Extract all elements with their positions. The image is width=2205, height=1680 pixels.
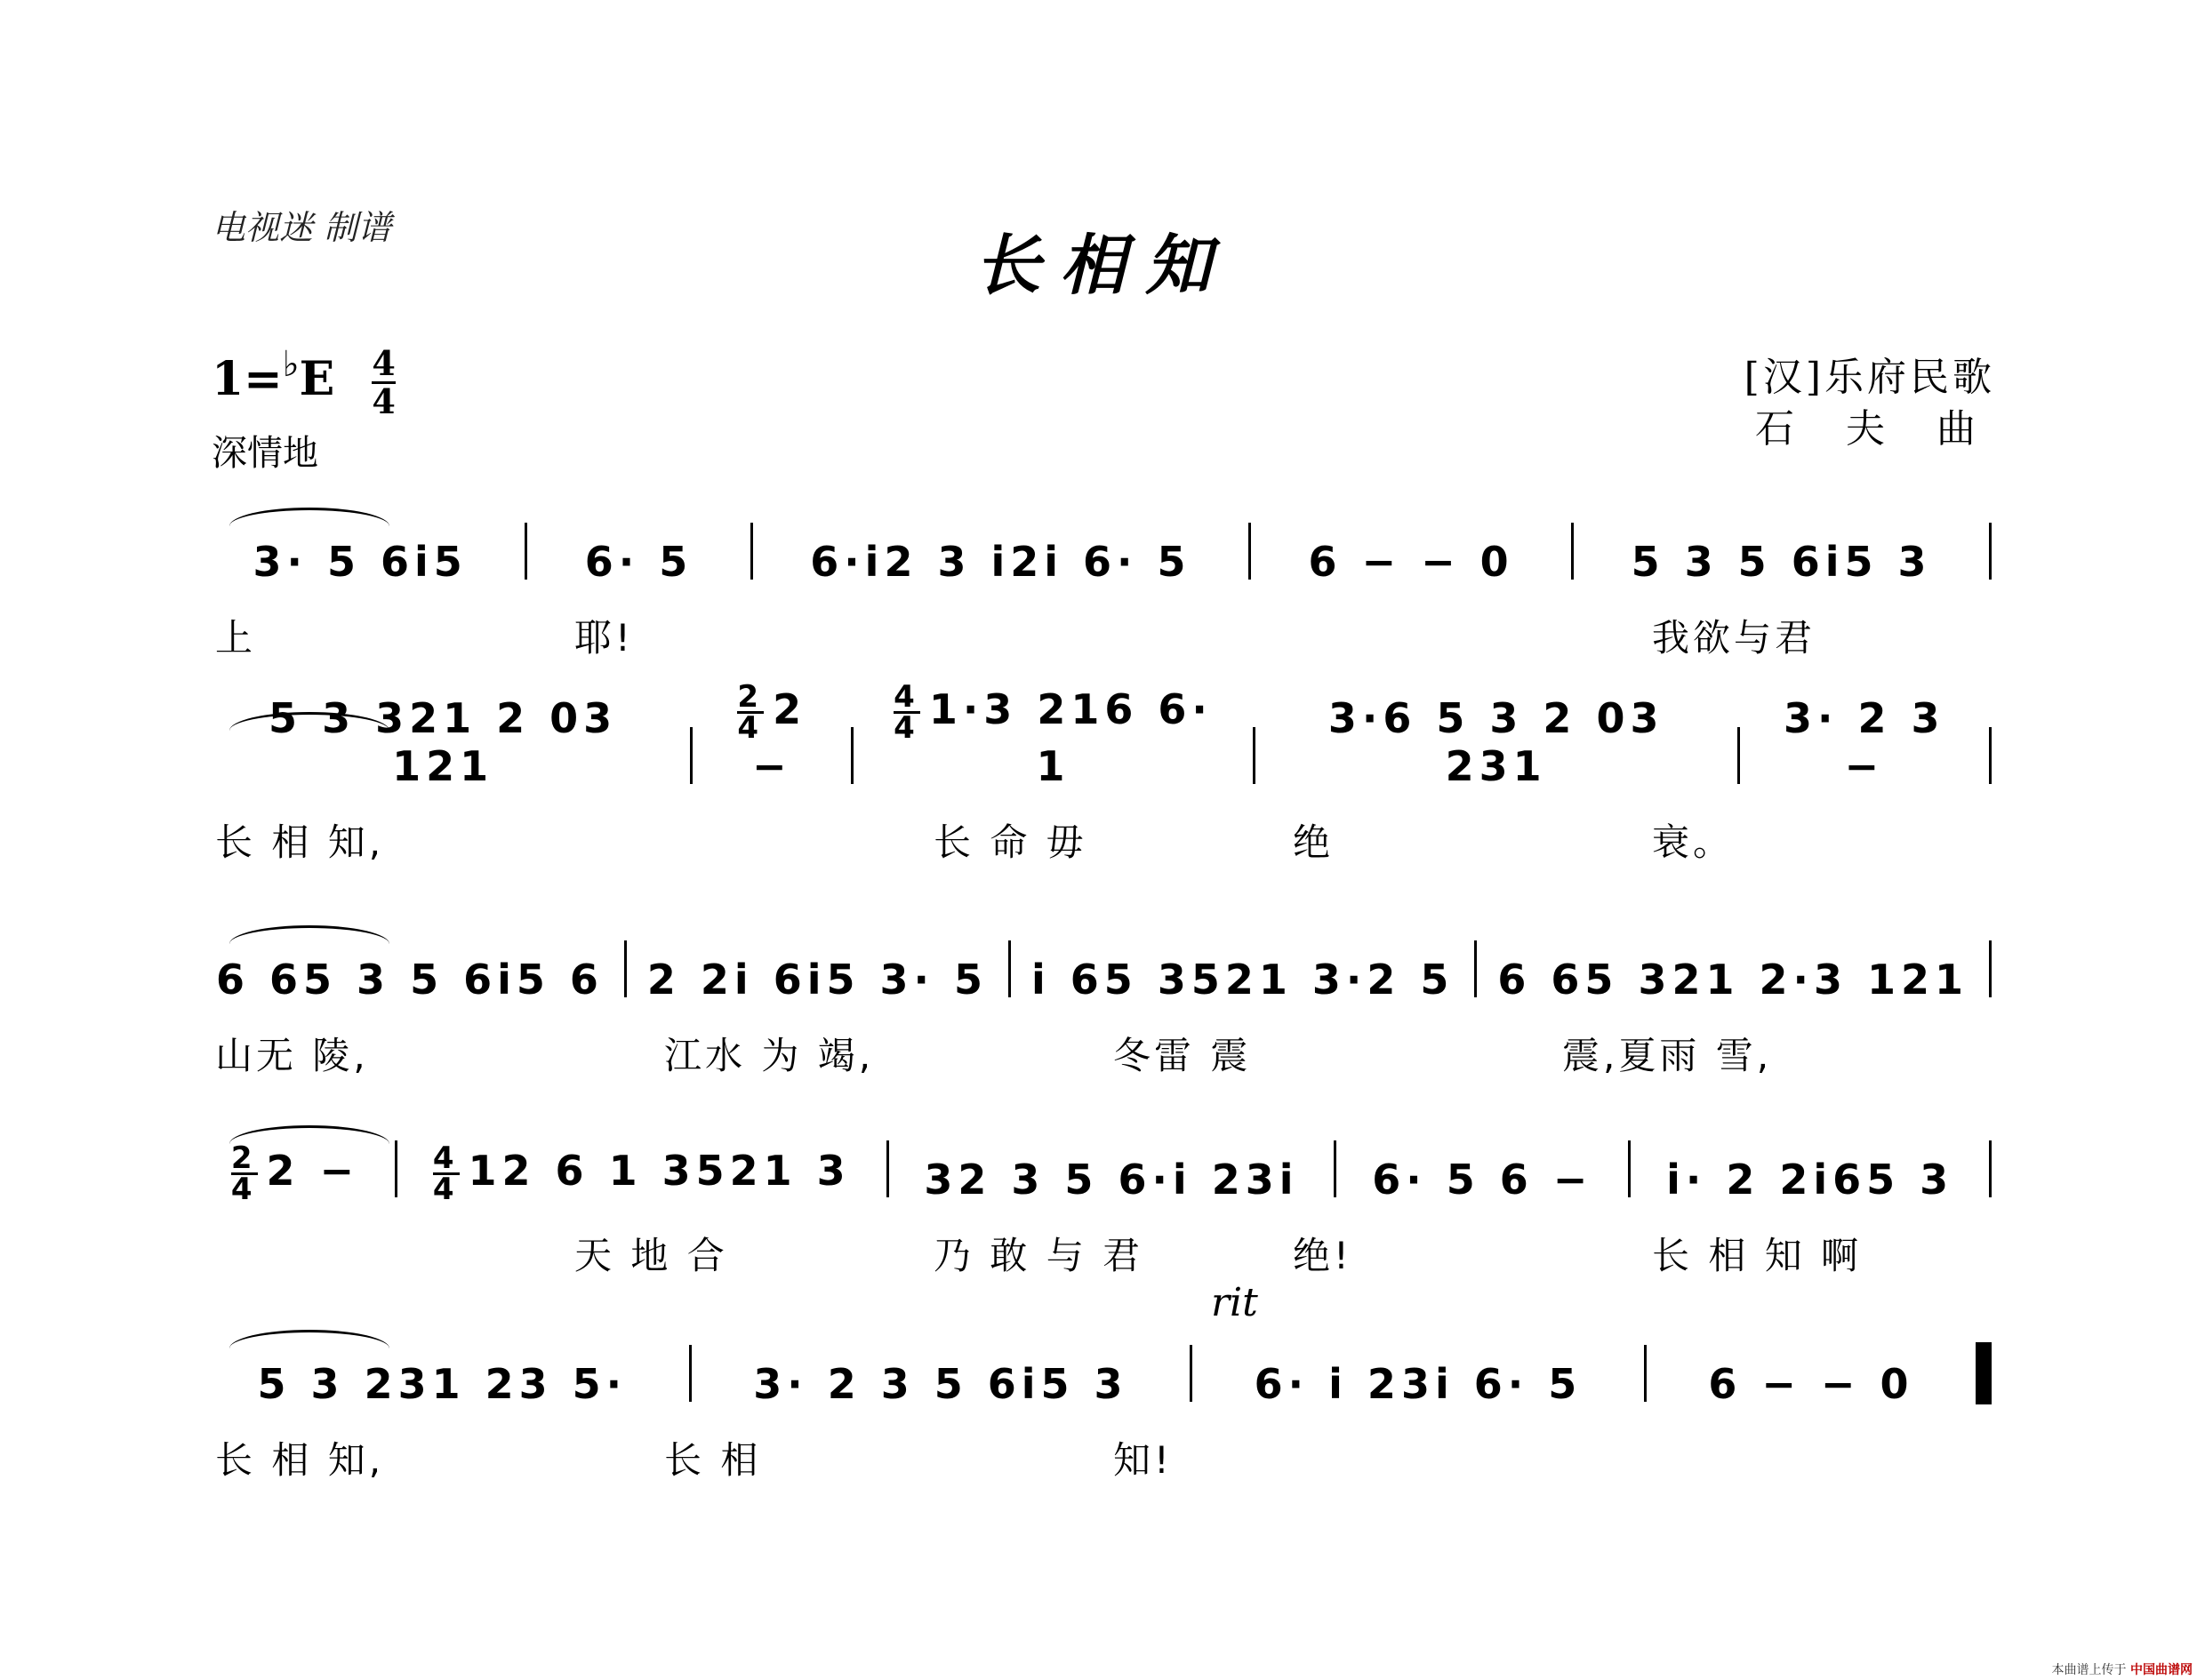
measure — [708, 1360, 1174, 1422]
meter-change-bottom: 4 — [737, 710, 765, 746]
bar-line — [1989, 523, 1992, 580]
meter-bottom: 4 — [372, 381, 396, 421]
lyric-text: 衰。 — [1652, 820, 1735, 864]
bar-line — [1644, 1345, 1647, 1402]
bar-line — [1976, 1342, 1992, 1404]
measure-notes: 5 3 5 6i5 3 — [1631, 538, 1932, 586]
meter-change-top: 2 — [230, 1140, 258, 1176]
measure — [1756, 694, 1973, 804]
measure-notes: 2 2i 6i5 3· 5 — [646, 956, 989, 1004]
lyric-text: 乃 敢 与 君 — [934, 1234, 1144, 1277]
measure — [413, 1140, 870, 1218]
measure — [1590, 538, 1973, 600]
measure-notes: 6 − − 0 — [1708, 1360, 1914, 1408]
lyric-text: 天 地 合 — [574, 1234, 728, 1277]
meter-change-bottom: 4 — [894, 710, 920, 746]
lyric-text: 我欲与君 — [1652, 616, 1816, 660]
measure — [212, 1140, 379, 1218]
measure-notes: 6 65 3 5 6i5 6 — [216, 956, 604, 1004]
meter-change-bottom: 4 — [230, 1172, 258, 1207]
ritardando-mark: rit — [1211, 1280, 1258, 1325]
measure-notes: 2 − — [751, 685, 807, 790]
notes-row — [212, 1324, 2008, 1422]
lyric-text: 山无 陵, — [215, 1034, 369, 1077]
measure-notes: 6·i2 3 i2i 6· 5 — [810, 538, 1191, 586]
meter-change — [432, 1140, 460, 1207]
meter-change — [230, 1140, 258, 1207]
bar-line — [1190, 1345, 1192, 1402]
measure-notes: 5 3 231 23 5· — [257, 1360, 628, 1408]
bar-line — [1253, 727, 1255, 784]
measure-notes: i· 2 2i65 3 — [1666, 1156, 1954, 1204]
lyrics-row — [212, 1027, 2008, 1080]
credit-text: 电视迷 制谱 — [212, 208, 392, 247]
measure-notes: 6· i 23i 6· 5 — [1254, 1360, 1583, 1408]
measure — [1271, 694, 1721, 804]
notes-row — [212, 920, 2008, 1018]
measure — [1493, 956, 1973, 1018]
meter-change — [737, 679, 765, 746]
measure — [643, 956, 992, 1018]
lyric-source: [汉]乐府民歌 — [1744, 355, 1995, 400]
measure-notes: 3· 2 3 5 6i5 3 — [753, 1360, 1128, 1408]
measure-notes: i 65 3521 3·2 5 — [1031, 956, 1455, 1004]
meter-change-top: 2 — [737, 679, 765, 715]
key-signature — [212, 343, 396, 421]
measure — [769, 538, 1232, 600]
footer-brand: 中国曲谱网 — [2130, 1663, 2193, 1677]
bar-line — [1008, 940, 1011, 997]
measure-notes: 2 − — [266, 1147, 360, 1195]
measure-notes: 32 3 5 6·i 23i — [924, 1156, 1299, 1204]
measure — [870, 679, 1236, 804]
lyric-text: 长 相 知 啊 — [1652, 1234, 1863, 1277]
measure — [1663, 1360, 1960, 1422]
bar-line — [1989, 1140, 1992, 1197]
bar-line — [851, 727, 854, 784]
time-signature — [372, 343, 396, 421]
measure-notes: 6 65 321 2·3 121 — [1497, 956, 1968, 1004]
measure — [1647, 1156, 1973, 1218]
bar-line — [690, 727, 693, 784]
lyric-text: 冬雷 震 — [1113, 1034, 1252, 1077]
bar-line — [1334, 1140, 1336, 1197]
lyric-text: 长 相 知, — [215, 1438, 385, 1482]
measure — [212, 538, 509, 600]
lyrics-row — [212, 609, 2008, 662]
key-note: E — [299, 352, 335, 406]
lyrics-row — [212, 1227, 2008, 1280]
measure — [905, 1156, 1319, 1218]
bar-line — [525, 523, 527, 580]
lyric-text: 绝 — [1293, 820, 1335, 864]
meter-change-bottom: 4 — [432, 1172, 460, 1207]
bar-line — [689, 1345, 692, 1402]
lyric-text: 绝! — [1293, 1234, 1352, 1277]
tempo-marking: 深情地 — [212, 433, 318, 474]
measure — [212, 956, 608, 1018]
notes-row — [212, 1120, 2008, 1218]
meter-top: 4 — [372, 343, 396, 383]
bar-line — [886, 1140, 889, 1197]
measure — [1208, 1360, 1628, 1422]
measure — [212, 694, 674, 804]
footer-text: 本曲谱上传于 — [2051, 1663, 2127, 1677]
lyric-text: 长 相 知, — [215, 820, 385, 864]
measure-notes: 5 3 321 2 03 121 — [269, 694, 618, 790]
lyric-text: 知! — [1113, 1438, 1173, 1482]
measure-notes: 3· 2 3 − — [1784, 694, 1945, 790]
bar-line — [1628, 1140, 1631, 1197]
meter-change-top: 4 — [432, 1140, 460, 1176]
song-title: 长相知 — [974, 228, 1231, 304]
bar-line — [1474, 940, 1477, 997]
bar-line — [1989, 940, 1992, 997]
measure-notes: 1·3 216 6· 1 — [928, 685, 1213, 790]
measure-notes: 6· 5 6 − — [1372, 1156, 1593, 1204]
measure-notes: 12 6 1 3521 3 — [468, 1147, 851, 1195]
lyric-text: 耶! — [574, 616, 634, 660]
measure — [1267, 538, 1555, 600]
bar-line — [1989, 727, 1992, 784]
lyric-text: 长 相 — [664, 1438, 762, 1482]
measure — [709, 679, 835, 804]
bar-line — [1737, 727, 1740, 784]
bar-line — [624, 940, 627, 997]
bar-line — [750, 523, 753, 580]
footer-watermark — [2052, 1660, 2193, 1678]
bar-line — [1571, 523, 1574, 580]
measure — [543, 538, 734, 600]
bar-line — [1248, 523, 1251, 580]
lyric-text: 江水 为 竭, — [664, 1034, 875, 1077]
notes-row — [212, 679, 2008, 804]
measure — [1352, 1156, 1612, 1218]
composer-credit: 石 夫 曲 — [1755, 406, 1995, 452]
lyrics-row — [212, 813, 2008, 867]
bar-line — [395, 1140, 397, 1197]
flat-sign: ♭ — [282, 343, 300, 385]
meter-change-top: 4 — [894, 679, 920, 715]
meter-change — [894, 679, 920, 746]
measure-notes: 3· 5 6i5 — [253, 538, 468, 586]
measure-notes: 6 − − 0 — [1308, 538, 1514, 586]
lyrics-row — [212, 1431, 2008, 1484]
key-prefix: 1= — [212, 352, 283, 406]
measure-notes: 6· 5 — [584, 538, 694, 586]
measure — [212, 1360, 673, 1422]
lyric-text: 长 命 毋 — [934, 820, 1087, 864]
measure — [1027, 956, 1458, 1018]
lyric-text: 上 — [215, 616, 257, 660]
measure-notes: 3·6 5 3 2 03 231 — [1327, 694, 1664, 790]
lyric-text: 震,夏雨 雪, — [1562, 1034, 1773, 1077]
notes-row — [212, 502, 2008, 600]
